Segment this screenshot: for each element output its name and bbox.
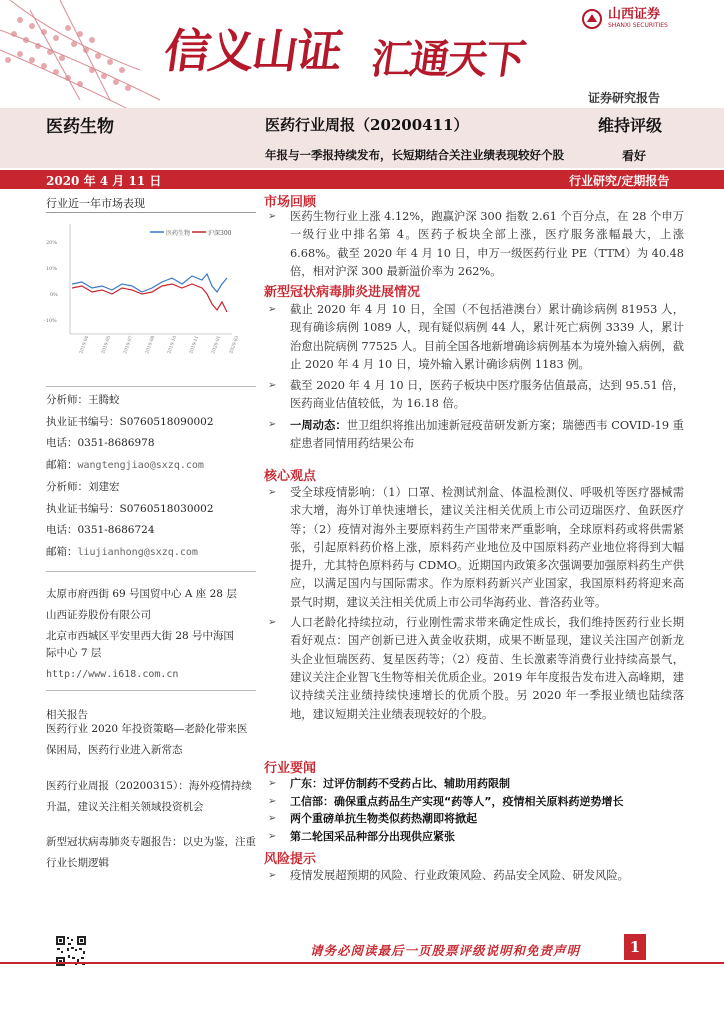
page-number: 1	[624, 934, 646, 960]
report-category: 行业研究/定期报告	[569, 174, 670, 188]
related-report-item[interactable]: 新型冠状病毒肺炎专题报告：以史为鉴，注重行业长期逻辑	[46, 836, 256, 869]
website-link[interactable]: http://www.i618.com.cn	[46, 669, 179, 680]
analyst1-name: 分析师：王腾蛟	[46, 394, 120, 406]
email-label: 邮箱：	[46, 459, 78, 471]
svg-text:2020-01: 2020-01	[211, 335, 223, 355]
svg-text:20%: 20%	[46, 240, 58, 246]
svg-text:-10%: -10%	[44, 318, 57, 324]
legend-label-industry: 医药生物	[166, 230, 191, 237]
arrow-bullet-icon: ➢	[268, 380, 277, 392]
divider	[46, 690, 256, 691]
covid-bullets	[266, 301, 684, 453]
svg-text:2020-03: 2020-03	[229, 335, 241, 355]
section-head-risk: 风险提示	[264, 852, 317, 867]
series-index	[72, 284, 227, 312]
arrow-bullet-icon: ➢	[268, 211, 277, 222]
section-head-news: 行业要闻	[264, 761, 317, 776]
email-label: 邮箱：	[46, 546, 78, 558]
report-type: 证券研究报告	[588, 91, 661, 105]
news-item[interactable]: ➢ 广东：过评仿制药不受药占比、辅助用药限制	[266, 775, 684, 793]
bullet-item: ➢ 受全球疫情影响：（1）口罩、检测试剂盒、体温检测仪、呼吸机等医疗器械需求大增，海外订单快速增长，建议关注相关优质上市公司迈瑞医疗、鱼跃医疗等；（2）疫情对海外主要原料药生产国带来严重影响，全球原料药或将供需紧张，引起原料药价格上涨，原料药产业地位及中国原料药产业地位将得到大幅提升，尤其特色原料药与 CDMO。近期国内政策多次强调要加强原料药生产供应，以满足国内与国际需求。作为原料药新兴产业国家，我国原料药将迎来高景气时期，建议关注相关优质上市公司华海药业、普洛药业等。	[268, 486, 684, 609]
svg-text:10%: 10%	[46, 266, 58, 272]
address1-line2: 山西证券股份有限公司	[46, 609, 151, 621]
arrow-bullet-icon: ➢	[268, 795, 277, 807]
news-bullets	[266, 775, 684, 845]
svg-text:2019-08: 2019-08	[145, 335, 157, 355]
arrow-bullet-icon: ➢	[268, 418, 277, 430]
analyst2-name: 分析师：刘建宏	[46, 481, 120, 493]
bullet-item: ➢ 医药生物行业上涨 4.12%，跑赢沪深 300 指数 2.61 个百分点，在 28 个申万一级行业中排名第 4。医药子板块全部上涨，医疗服务涨幅最大，上涨 6.68%。截至 2020 年 4 月 10 日，申万一级医药行业 PE（TTM）为 40.48 倍，相对沪深 300 最新溢价率为 262%。	[268, 210, 684, 278]
news-item[interactable]: ➢ 第二轮国采品种部分出现供应紧张	[266, 828, 684, 846]
arrow-bullet-icon: ➢	[268, 617, 277, 629]
divider	[46, 571, 256, 572]
bullet-item: ➢ 一周动态：世卫组织将推出加速新冠疫苗研发新方案；瑞德西韦 COVID-19 重症患者同情用药结果公布	[268, 417, 684, 451]
analyst1-email-link[interactable]: wangtengjiao@sxzq.com	[77, 460, 204, 471]
related-report-item[interactable]: 医药行业周报（20200315）：海外疫情持续升温，建议关注相关领域投资机会	[46, 780, 252, 813]
section-head-market: 市场回顾	[264, 195, 317, 210]
bullet-item: ➢ 截止 2020 年 4 月 10 日，全国（不包括港澳台）累计确诊病例 81953 人，现有确诊病例 1089 人，现有疑似病例 44 人，累计死亡病例 3339 人，累计治愈出院病例 77525 人。目前全国各地新增确诊病例基本为境外输入病例，截止 2020 年 4 月 10 日，境外输入累计确诊病例 1183 例。	[268, 303, 684, 371]
news-item[interactable]: ➢ 两个重磅单抗生物类似药热潮即将掀起	[266, 810, 684, 828]
report-date: 2020 年 4 月 11 日	[46, 174, 162, 188]
slogan-main: 信义山证	[160, 24, 345, 78]
bullet-item: ➢ 人口老龄化持续拉动，行业刚性需求带来确定性成长，我们维持医药行业长期看好观点：国产创新已进入黄金收获期，成果不断显现，建议关注国产创新龙头企业恒瑞医药、复星医药等；（2）疫苗、生长激素等消费行业持续高景气，建议关注企业智飞生物等相关优质企业。2019 年年度报告发布进入高峰期，建议持续关注业绩持续快速增长的优质个股。另 2020 年一季报业绩也陆续落地，建议短期关注业绩表现较好的个股。	[268, 616, 684, 721]
bullet-item: ➢ 截至 2020 年 4 月 10 日，医药子板块中医疗服务估值最高，达到 95.51 倍，医药商业估值较低，为 16.18 倍。	[268, 379, 684, 411]
svg-text:2019-11: 2019-11	[189, 335, 201, 355]
address1-line1: 太原市府西街 69 号国贸中心 A 座 28 层	[46, 588, 237, 600]
address2-line1: 北京市西城区平安里西大街 28 号中海国	[46, 630, 235, 642]
svg-text:2019-04: 2019-04	[79, 335, 91, 355]
outlook-label: 看好	[622, 149, 647, 163]
bullet-item: ➢ 疫情发展超预期的风险、行业政策风险、药品安全风险、研发风险。	[266, 867, 684, 885]
section-head-covid: 新型冠状病毒肺炎进展情况	[264, 285, 421, 300]
analyst1-email-row	[46, 459, 204, 472]
analyst1-phone: 电话：0351-8686978	[46, 437, 155, 449]
arrow-bullet-icon: ➢	[268, 870, 277, 881]
slogan-sub: 汇通天下	[368, 36, 527, 83]
rating-label: 维持评级	[598, 116, 663, 135]
arrow-bullet-icon: ➢	[268, 304, 277, 315]
report-title: 医药行业周报（20200411）	[265, 116, 469, 134]
market-performance-chart	[42, 214, 242, 364]
divider	[46, 212, 256, 213]
perf-title: 行业近一年市场表现	[46, 197, 145, 210]
logo-en: SHANXI SECURITIES	[608, 22, 668, 29]
svg-text:2019-07: 2019-07	[123, 335, 135, 355]
svg-text:2019-05: 2019-05	[101, 335, 113, 355]
analyst2-phone: 电话：0351-8686724	[46, 524, 155, 536]
logo-mark-icon	[582, 9, 602, 29]
arrow-bullet-icon: ➢	[268, 487, 277, 498]
chart-legend	[150, 229, 232, 237]
industry-label: 医药生物	[46, 117, 114, 137]
arrow-bullet-icon: ➢	[268, 830, 277, 842]
footer-rule	[0, 962, 724, 964]
risk-bullets	[266, 867, 684, 885]
svg-text:2019-10: 2019-10	[167, 335, 179, 355]
logo-name: 山西证券	[608, 7, 661, 22]
section-head-core: 核心观点	[264, 469, 317, 484]
analyst2-email-link[interactable]: liujianhong@sxzq.com	[77, 547, 198, 558]
company-logo	[582, 8, 668, 29]
analyst2-cert: 执业证书编号：S0760518030002	[46, 503, 214, 515]
news-item[interactable]: ➢ 工信部：确保重点药品生产实现“药等人”，疫情相关原料药逆势增长	[266, 793, 684, 811]
report-subtitle: 年报与一季报持续发布，长短期结合关注业绩表现较好个股	[265, 148, 564, 162]
arrow-bullet-icon: ➢	[268, 813, 277, 824]
market-bullets	[266, 208, 684, 281]
disclaimer-text[interactable]: 请务必阅读最后一页股票评级说明和免责声明	[310, 943, 581, 958]
arrow-bullet-icon: ➢	[268, 778, 277, 789]
svg-text:0%: 0%	[50, 292, 58, 298]
core-bullets	[266, 484, 684, 724]
divider	[46, 386, 256, 387]
legend-label-index: 沪深300	[208, 230, 232, 237]
weekly-label: 一周动态：	[290, 417, 347, 432]
analyst2-email-row	[46, 546, 198, 559]
analyst1-cert: 执业证书编号：S0760518090002	[46, 416, 214, 428]
related-reports-head: 相关报告	[46, 709, 88, 721]
related-report-item[interactable]: 医药行业 2020 年投资策略—老龄化带来医保困局，医药行业进入新常态	[46, 723, 248, 756]
address2-line2: 际中心 7 层	[46, 647, 102, 659]
